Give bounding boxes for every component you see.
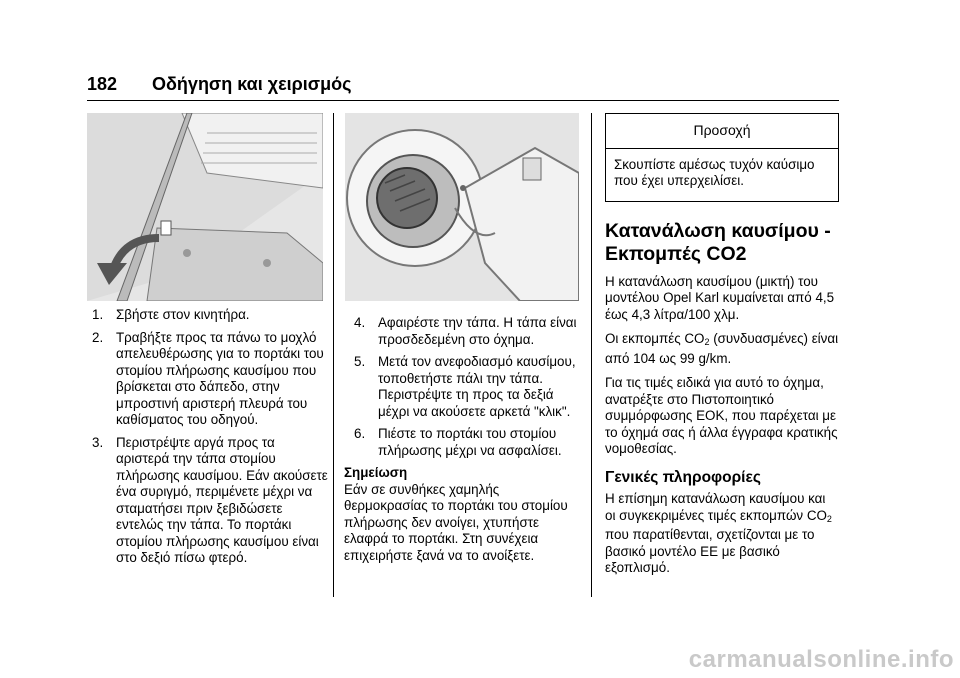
paragraph: Η επίσημη κατανάλωση καυσίμου και οι συγκεκριμένες τιμές εκπομπών $CO_2$ που παρατίθενται, σχετίζονται με το βασικό μοντέλο ΕΕ με βασικό εξοπλισμό. [605, 491, 832, 575]
fuel-filler-cap-illustration [345, 113, 579, 301]
header-rule [87, 100, 839, 101]
list-item-number: 2. [92, 329, 104, 345]
caution-title: Προσοχή [606, 114, 838, 149]
list-item-text: Αφαιρέστε την τάπα. Η τάπα είναι προσδεδεμένη στο όχημα. [378, 315, 577, 347]
section-title: Κατανάλωση καυσίμου - Εκπομπές CO2 [605, 219, 831, 265]
note-title: Σημείωση [344, 465, 408, 480]
column-divider-2 [591, 113, 592, 597]
list-item-number: 5. [354, 354, 366, 369]
page-title: Οδήγηση και χειρισμός [152, 74, 352, 94]
column-3 [605, 113, 839, 585]
column-divider-1 [333, 113, 334, 597]
list-item-number: 6. [354, 426, 366, 441]
list-item-number: 1. [92, 307, 104, 322]
page-number: 182 [87, 74, 118, 94]
paragraph: Οι εκπομπές $CO_2$ (συνδυασμένες) είναι από 104 ως 99 g/km. [605, 331, 839, 366]
caution-text: Σκουπίστε αμέσως τυχόν καύσιμο που έχει υπερχειλίσει. [614, 156, 815, 188]
page-header [87, 74, 351, 95]
subsection-title: Γενικές πληροφορίες [605, 468, 761, 486]
list-item-text: Τραβήξτε προς τα πάνω το μοχλό απελευθέρωσης για το πορτάκι του στομίου πλήρωσης καυσίμου που βρίσκεται στο δάπεδο, στην μπροστινή αριστερή πλευρά του καθίσματος του οδηγού. [116, 329, 324, 427]
list-item-text: Περιστρέψτε αργά προς τα αριστερά την τάπα στομίου πλήρωσης καυσίμου. Εάν ακούσετε ένα συριγμό, περιμένετε μέχρι να σταματήσει πριν ξεβιδώσετε εντελώς την τάπα. Το πορτάκι στομίου πλήρωσης καυσίμου είναι στο δεξιό πίσω φτερό. [116, 434, 328, 565]
watermark: carmanualsonline.info [688, 646, 954, 673]
list-item-number: 3. [92, 434, 104, 450]
list-item-text: Μετά τον ανεφοδιασμό καυσίμου, τοποθετήστε πάλι την τάπα. Περιστρέψτε τη προς τα δεξιά μέχρι να ακούσετε αρκετά "κλικ". [378, 354, 576, 419]
list-item-text: Σβήστε στον κινητήρα. [116, 307, 250, 322]
list-item [354, 315, 582, 348]
list-item [354, 354, 582, 420]
list-item [92, 435, 328, 567]
caution-box [605, 113, 839, 202]
fuel-door-release-lever-illustration [87, 113, 323, 301]
paragraph: Για τις τιμές ειδικά για αυτό το όχημα, ανατρέξτε στο Πιστοποιητικό συμμόρφωσης ΕΟΚ, που παρέχεται με το όχημά σας ή άλλα έγγραφα κρατικής νομοθεσίας. [605, 375, 838, 456]
note-text: Εάν σε συνθήκες χαμηλής θερμοκρασίας το πορτάκι του στομίου πλήρωσης δεν ανοίγει, χτυπήστε ελαφρά το πορτάκι. Στη συνέχεια επιχειρήστε ξανά να το ανοίξετε. [344, 481, 568, 563]
list-item [92, 307, 328, 324]
column-1 [92, 307, 328, 573]
list-item-number: 4. [354, 315, 366, 330]
column-2 [344, 315, 582, 564]
list-item-text: Πιέστε το πορτάκι του στομίου πλήρωσης μέχρι να ασφαλίσει. [378, 426, 562, 458]
list-item [92, 330, 328, 429]
list-item [354, 426, 582, 459]
paragraph: Η κατανάλωση καυσίμου (μικτή) του μοντέλου Opel Karl κυμαίνεται από 4,5 έως 4,3 λίτρα/100 χλμ. [605, 273, 835, 322]
